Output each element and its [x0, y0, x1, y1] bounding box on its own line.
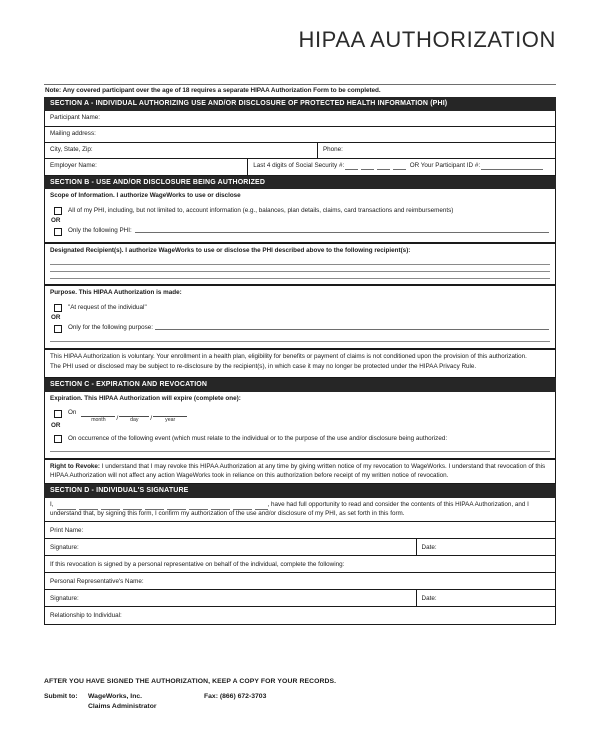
section-a-body [44, 111, 556, 176]
recipient-line-1[interactable] [50, 264, 550, 265]
scope-of-information-block [44, 189, 556, 243]
checkbox-icon[interactable] [54, 410, 62, 418]
ssn-blank-2[interactable] [361, 164, 374, 170]
scope-option-only-row[interactable] [54, 227, 555, 236]
submit-to-block [44, 692, 556, 712]
revoke-text: I understand that I may revoke this HIPAA Authorization at any time by giving written notice of my revocation to WageWorks. I understand that revocation of this HIPAA Authorization will not affect any action WageWorks took in reliance on this authorization before receipt of my written notice of revocation. [50, 463, 546, 479]
representative-intro: If this revocation is signed by a personal representative on behalf of the individual, complete the following: [50, 560, 345, 568]
scope-option-all-label: All of my PHI, including, but not limited to, account information (e.g., balances, plan details, claims, card transactions and reimbursements) [68, 206, 454, 214]
expiration-event-line[interactable] [50, 451, 550, 452]
relationship-label: Relationship to Individual: [50, 611, 122, 619]
form-footer [44, 678, 556, 712]
participant-id-label: OR Your Participant ID #: [409, 162, 481, 170]
representative-intro-row [45, 556, 555, 573]
date-slash-2: / [150, 414, 153, 422]
expiration-label: Expiration. This HIPAA Authorization will expire (complete one): [50, 394, 241, 402]
purpose-line-2[interactable] [50, 341, 550, 342]
expiration-or-text: OR [51, 422, 61, 430]
scope-option-all-row[interactable] [54, 207, 555, 216]
signature-date-row[interactable] [45, 539, 555, 556]
org-name: WageWorks, Inc. [88, 693, 143, 700]
form-note: Note: Any covered participant over the age of 18 requires a separate HIPAA Authorization Form to be completed. [44, 84, 556, 97]
checkbox-icon[interactable] [54, 207, 62, 215]
keep-copy-notice: AFTER YOU HAVE SIGNED THE AUTHORIZATION, KEEP A COPY FOR YOUR RECORDS. [44, 678, 337, 685]
expiration-date-blanks[interactable] [81, 410, 187, 423]
recipient-line-2[interactable] [50, 271, 550, 272]
hipaa-form [44, 84, 556, 625]
date-label: Date: [416, 539, 555, 555]
expiration-year-field[interactable] [153, 410, 187, 423]
mailing-address-label: Mailing address: [50, 130, 96, 138]
day-caption: day [130, 416, 139, 423]
expiration-block [44, 392, 556, 460]
right-to-revoke-block [44, 459, 556, 484]
representative-date-label: Date: [416, 590, 555, 606]
representative-signature-label: Signature: [50, 594, 79, 602]
purpose-or-text: OR [51, 313, 61, 321]
purpose-block [44, 285, 556, 349]
ssn-blank-3[interactable] [377, 164, 390, 170]
representative-name-row[interactable] [45, 573, 555, 590]
representative-name-label: Personal Representative's Name: [50, 577, 144, 585]
year-caption: year [165, 416, 176, 423]
expiration-on-date-row[interactable] [54, 409, 555, 422]
ssn-participant-id-cell [247, 159, 555, 175]
signature-label: Signature: [50, 543, 79, 551]
section-b-header: SECTION B - USE AND/OR DISCLOSURE BEING AUTHORIZED [44, 176, 556, 190]
designated-recipients-block [44, 243, 556, 286]
submit-organization [88, 692, 204, 712]
expiration-on-label: On [68, 409, 77, 417]
purpose-option-request-row[interactable] [54, 304, 555, 313]
print-name-row[interactable] [45, 522, 555, 539]
checkbox-icon[interactable] [54, 435, 62, 443]
attestation-row [45, 498, 555, 522]
expiration-month-field[interactable] [81, 410, 115, 423]
city-state-zip-row[interactable] [45, 143, 555, 159]
revoke-label: Right to Revoke: [50, 463, 101, 471]
redisclosure-text: The PHI used or disclosed may be subject to re-disclosure by the recipient(s), in which case it may no longer be protected under the HIPAA Privacy Rule. [50, 363, 477, 371]
expiration-event-row[interactable] [54, 435, 555, 444]
recipient-line-3[interactable] [50, 278, 550, 279]
ssn-blank-1[interactable] [345, 164, 358, 170]
submit-to-label: Submit to: [44, 693, 78, 700]
participant-id-blank[interactable] [481, 164, 543, 170]
phone-label: Phone: [317, 143, 555, 158]
scope-or-text: OR [51, 216, 61, 224]
print-name-label: Print Name: [50, 526, 84, 534]
attestation-cell [45, 498, 555, 521]
participant-name-row[interactable] [45, 111, 555, 127]
scope-label: Scope of Information. I authorize WageWorks to use or disclose [50, 192, 241, 200]
attestation-prefix: I, [50, 501, 54, 509]
month-caption: month [91, 416, 106, 423]
city-state-zip-label: City, State, Zip: [50, 146, 93, 154]
purpose-option-only-label: Only for the following purpose: [68, 324, 154, 332]
section-c-header: SECTION C - EXPIRATION AND REVOCATION [44, 378, 556, 392]
purpose-option-request-label: "At request of the individual" [68, 303, 147, 311]
revoke-text-cell [45, 460, 555, 483]
section-a-header: SECTION A - INDIVIDUAL AUTHORIZING USE AND/OR DISCLOSURE OF PROTECTED HEALTH INFORMATION (PHI) [44, 97, 556, 111]
relationship-row[interactable] [45, 607, 555, 624]
purpose-only-input-line[interactable] [155, 324, 549, 330]
participant-name-label: Participant Name: [50, 114, 101, 122]
scope-option-only-label: Only the following PHI: [68, 227, 132, 235]
mailing-address-row[interactable] [45, 127, 555, 143]
voluntary-text: This HIPAA Authorization is voluntary. Your enrollment in a health plan, eligibility for benefits or payment of claims is not conditioned upon the provision of this authorization. [50, 352, 527, 360]
purpose-label: Purpose. This HIPAA Authorization is made: [50, 289, 182, 297]
checkbox-icon[interactable] [54, 325, 62, 333]
recipients-label: Designated Recipient(s). I authorize WageWorks to use or disclose the PHI described above to the following recipient(s): [50, 246, 411, 254]
checkbox-icon[interactable] [54, 304, 62, 312]
section-d-body [44, 498, 556, 625]
expiration-event-label: On occurrence of the following event (which must relate to the individual or to the purpose of the use and/or disclosure being authorized: [68, 434, 448, 442]
org-department: Claims Administrator [88, 702, 157, 710]
expiration-day-field[interactable] [119, 410, 149, 423]
page-title: HIPAA AUTHORIZATION [298, 27, 556, 52]
attestation-text: , have had full opportunity to read and consider the contents of this HIPAA Authorization, and I understand that, by signing this form, I confirm my authorization of the use and/or disclosure of my PHI, as set forth in this form. [50, 501, 529, 517]
fax-number: Fax: (866) 672-3703 [204, 693, 267, 700]
scope-only-input-line[interactable] [135, 227, 549, 233]
employer-ssn-row[interactable] [45, 159, 555, 175]
ssn-label: Last 4 digits of Social Security #: [253, 162, 345, 170]
section-d-header: SECTION D - INDIVIDUAL'S SIGNATURE [44, 484, 556, 498]
purpose-option-only-row[interactable] [54, 324, 555, 333]
representative-signature-date-row[interactable] [45, 590, 555, 607]
checkbox-icon[interactable] [54, 228, 62, 236]
ssn-blank-4[interactable] [393, 164, 406, 170]
employer-name-label: Employer Name: [50, 162, 97, 170]
voluntary-statement-block [44, 349, 556, 378]
date-slash-1: / [116, 414, 119, 422]
